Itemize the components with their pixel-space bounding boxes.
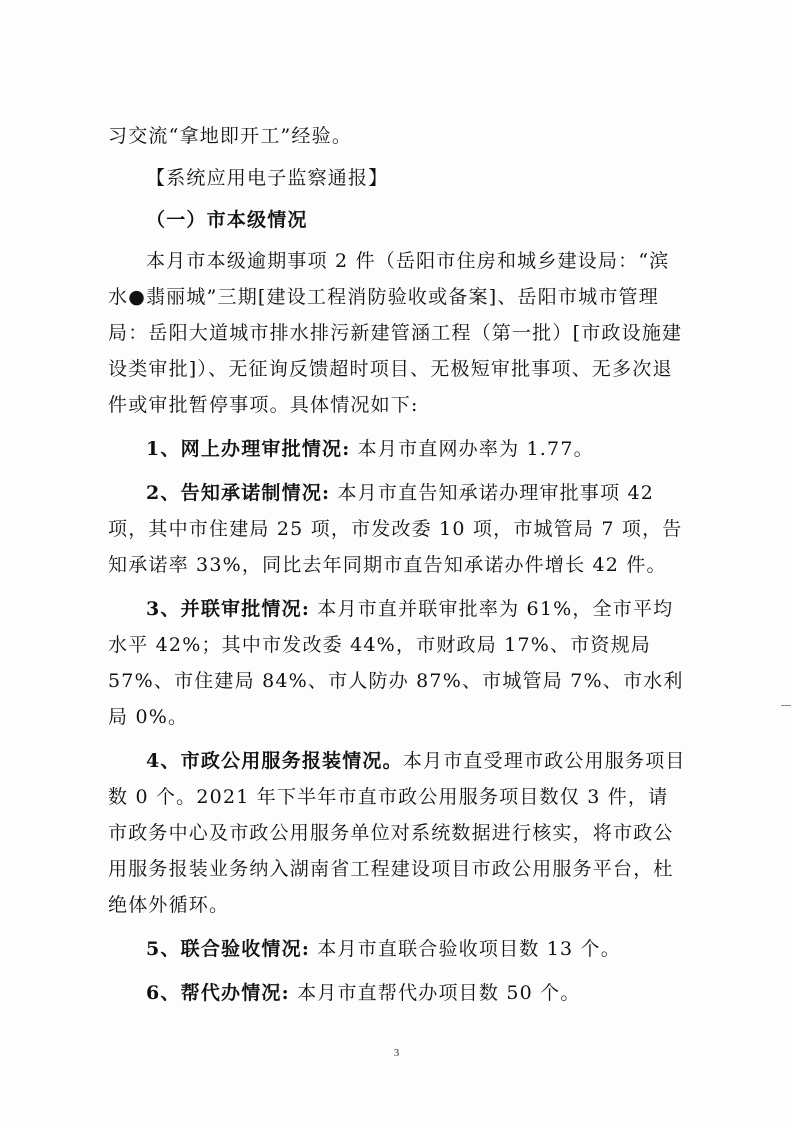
item-label: 6、帮代办情况:	[146, 982, 290, 1004]
item-text: 本月市直告知承诺办理审批事项 42 项，其中市住建局 25 项，市发改委 10 项，市城管局 7 项，告知承诺率 33%，同比去年同期市直告知承诺办件增长 42 件。	[108, 482, 683, 576]
item-label: 4、市政公用服务报装情况。	[146, 750, 403, 772]
item-label: 5、联合验收情况:	[146, 938, 311, 960]
item-paragraph	[108, 743, 686, 923]
item-text: 本月市直联合验收项目数 13 个。	[310, 938, 621, 960]
item-paragraph	[108, 591, 686, 735]
item-text: 本月市直并联审批率为 61%，全市平均水平 42%；其中市发改委 44%，市财政局 17%、市资规局 57%、市住建局 84%、市人防办 87%、市城管局 7%、市水利局 0%。	[108, 598, 684, 728]
item-label: 1、网上办理审批情况:	[146, 438, 351, 460]
item-paragraph	[108, 475, 686, 583]
item-text: 本月市直网办率为 1.77。	[350, 438, 594, 460]
item-paragraph	[108, 931, 686, 967]
section-title: 【系统应用电子监察通报】	[146, 167, 389, 189]
continuation-paragraph: 习交流“拿地即开工”经验。	[108, 125, 353, 147]
sub-title: （一）市本级情况	[146, 209, 308, 231]
item-paragraph	[108, 975, 686, 1011]
document-body	[108, 118, 686, 1011]
page-number: 3	[393, 1047, 400, 1059]
intro-paragraph: 本月市本级逾期事项 2 件（岳阳市住房和城乡建设局：“滨水●翡丽城”三期[建设工程消防验收或备案]、岳阳市城市管理局：岳阳大道城市排水排污新建管涵工程（第一批）[市政设施建设类审批]）、无征询反馈超时项目、无极短审批事项、无多次退件或审批暂停事项。具体情况如下:	[108, 250, 683, 416]
item-text: 本月市直受理市政公用服务项目数 0 个。2021 年下半年市直市政公用服务项目数仅 3 件，请市政务中心及市政公用服务单位对系统数据进行核实，将市政公用服务报装业务纳入湖南省工程建设项目市政公用服务平台，杜绝体外循环。	[108, 750, 686, 916]
item-paragraph	[108, 431, 686, 467]
item-label: 3、并联审批情况:	[146, 598, 311, 620]
scan-edge-mark	[781, 705, 791, 706]
item-text: 本月市直帮代办项目数 50 个。	[289, 982, 581, 1004]
item-label: 2、告知承诺制情况:	[146, 482, 331, 504]
